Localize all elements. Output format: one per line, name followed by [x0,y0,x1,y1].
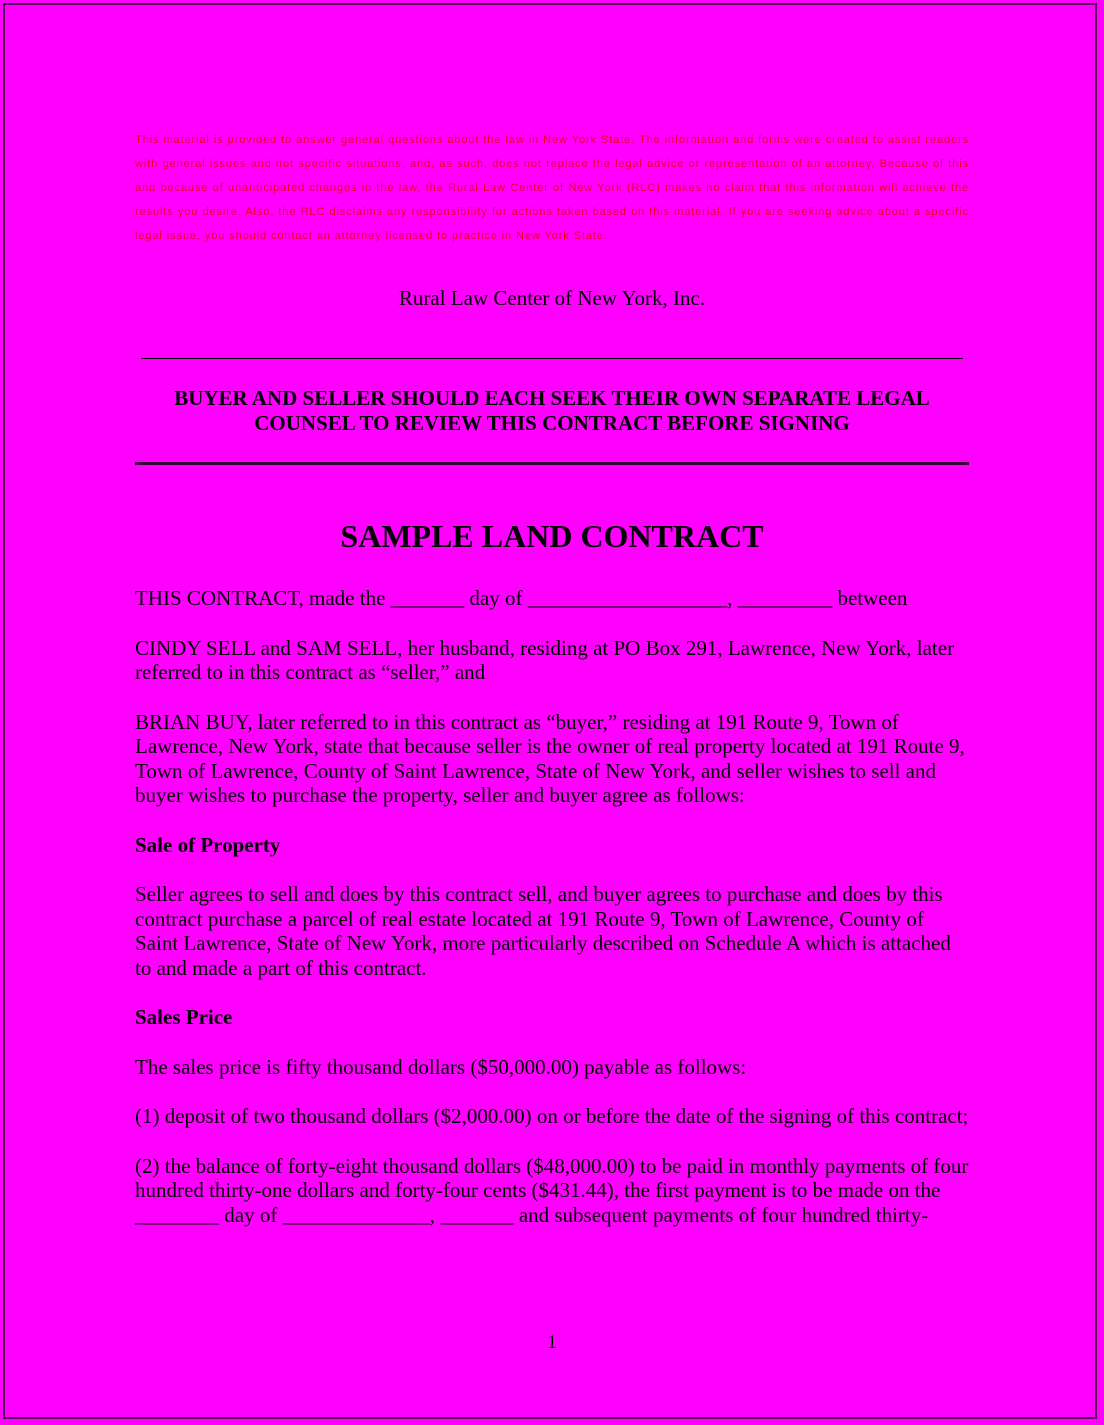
deposit-paragraph: (1) deposit of two thousand dollars ($2,000.00) on or before the date of the signing of this contract; [135,1104,969,1128]
seller-paragraph: CINDY SELL and SAM SELL, her husband, residing at PO Box 291, Lawrence, New York, later referred to in this contract as “seller,” and [135,635,955,684]
sale-of-property-paragraph: Seller agrees to sell and does by this contract sell, and buyer agrees to purchase and does by this contract purchase a parcel of real estate located at 191 Route 9, Town of Lawrence, County of Saint Lawrence, State of New York, more particularly described on Schedule A which is attached to and made a part of this contract. [135,882,951,980]
divider-thin [141,358,963,359]
organization-name: Rural Law Center of New York, Inc. [398,286,706,310]
sales-price-paragraph: The sales price is fifty thousand dollars ($50,000.00) payable as follows: [135,1054,747,1079]
document-title: SAMPLE LAND CONTRACT [340,518,764,554]
divider-thick [135,462,969,465]
warning-line-2: COUNSEL TO REVIEW THIS CONTRACT BEFORE SIGNING [254,411,850,435]
disclaimer-text: This material is provided to answer general questions about the law in New York State. The information and forms were created to assist readers with general issues and not specific situations, and, as such, does not replace the legal advice or representation of an attorney. Because of this and because of unanticipated changes in the law, the Rural Law Center of New York (RLC) makes no claim that this information will achieve the results you desire. Also, the RLC disclaims any responsibility for actions taken based on this material. If you are seeking advice about a specific legal issue, you should contact an attorney licensed to practice in New York State. [135,134,969,242]
document-page [135,128,969,1227]
balance-paragraph: (2) the balance of forty-eight thousand dollars ($48,000.00) to be paid in monthly payments of four hundred thirty-one dollars and forty-four cents ($431.44), the first payment is to be made on the ________ day of ______________, _______ and subsequent payments of four hundred thirty- [135,1153,969,1227]
sales-price-heading: Sales Price [135,1005,233,1029]
sale-of-property-heading: Sale of Property [135,832,281,857]
intro-paragraph: THIS CONTRACT, made the _______ day of ___________________, _________ between [135,586,908,610]
page-number: 1 [547,1332,557,1353]
buyer-paragraph: BRIAN BUY, later referred to in this contract as “buyer,” residing at 191 Route 9, Town of Lawrence, New York, state that because seller is the owner of real property located at 191 Route 9, Town of Lawrence, County of Saint Lawrence, State of New York, and seller wishes to sell and buyer wishes to purchase the property, seller and buyer agree as follows: [135,709,965,807]
warning-line-1: BUYER AND SELLER SHOULD EACH SEEK THEIR OWN SEPARATE LEGAL [174,386,930,410]
legal-counsel-warning [135,386,969,436]
